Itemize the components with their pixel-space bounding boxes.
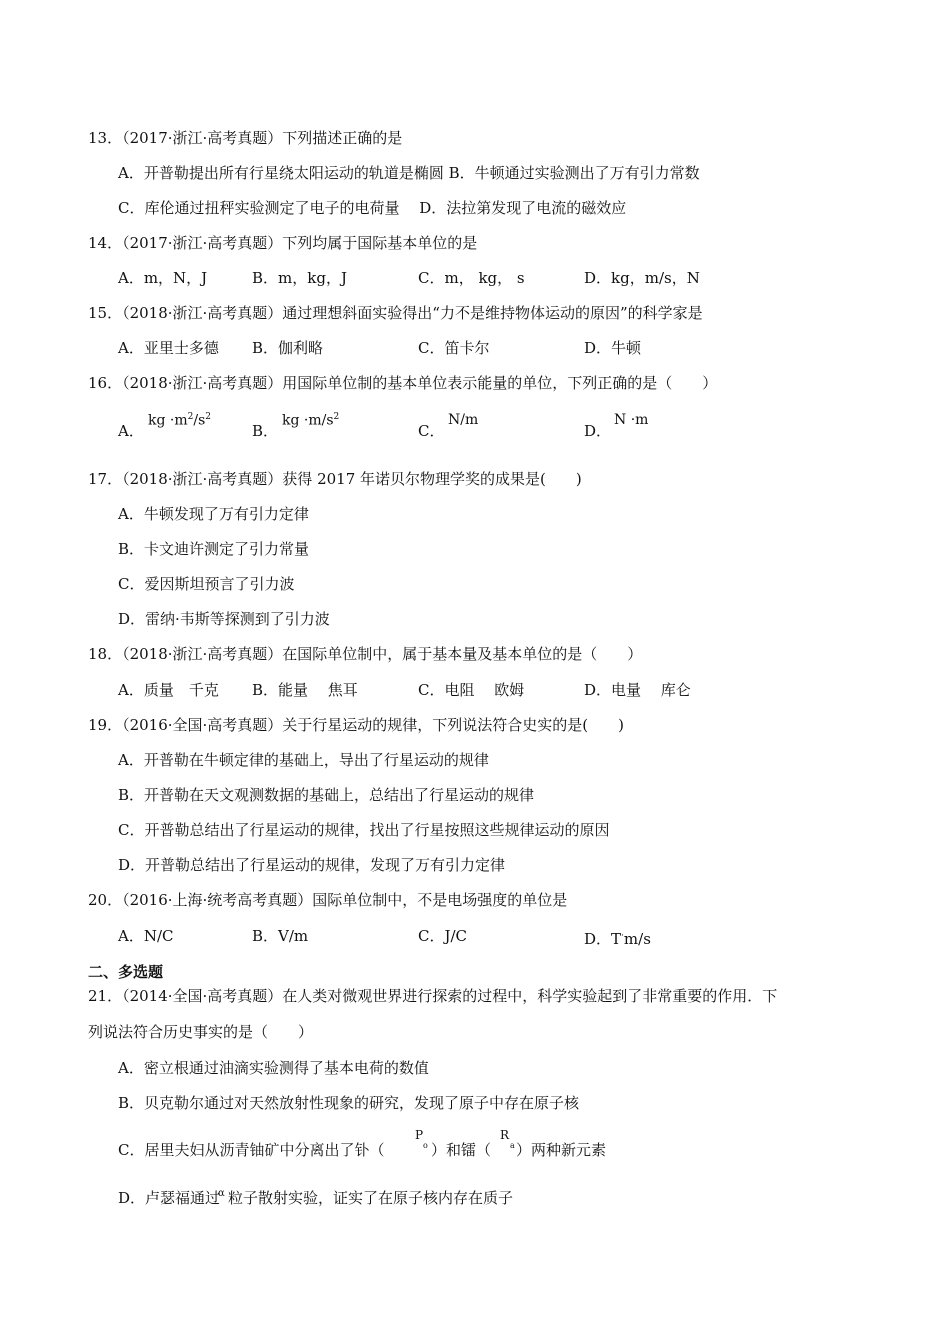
middle-dot: · xyxy=(621,931,624,941)
radium-symbol-sub: a xyxy=(510,1141,515,1150)
question-20-option-a: A．N/C xyxy=(118,927,174,945)
question-16-stem: 16．（2018·浙江·高考真题）用国际单位制的基本单位表示能量的单位，下列正确的是（ ） xyxy=(88,374,718,392)
question-14-option-d: D．kg，m/s，N xyxy=(584,269,700,287)
question-13-options-line-1: A．开普勒提出所有行星绕太阳运动的轨道是椭圆 B．牛顿通过实验测出了万有引力常数 xyxy=(118,164,700,182)
question-16-option-b-label: B． xyxy=(252,422,279,440)
question-19-option-d: D．开普勒总结出了行星运动的规律，发现了万有引力定律 xyxy=(118,856,506,874)
question-21-option-d-part-1: D．卢瑟福通过 xyxy=(118,1189,221,1207)
question-16-option-a-formula xyxy=(148,408,211,430)
question-14-option-b: B．m，kg，J xyxy=(252,269,347,287)
question-19-option-a: A．开普勒在牛顿定律的基础上，导出了行星运动的规律 xyxy=(118,751,489,769)
question-13-stem: 13．（2017·浙江·高考真题）下列描述正确的是 xyxy=(88,129,403,147)
option-d-label: D．T xyxy=(584,930,622,948)
polonium-symbol-sub: o xyxy=(423,1141,428,1150)
question-19-option-b: B．开普勒在天文观测数据的基础上，总结出了行星运动的规律 xyxy=(118,786,535,804)
question-16-option-b-formula xyxy=(282,408,339,430)
question-15-option-a: A．亚里士多德 xyxy=(118,339,219,357)
alpha-symbol: α xyxy=(218,1188,225,1199)
question-21-option-c-part-2: ）和镭（ xyxy=(431,1141,492,1159)
question-19-stem: 19．（2016·全国·高考真题）关于行星运动的规律，下列说法符合史实的是( ) xyxy=(88,716,625,734)
polonium-symbol: P xyxy=(415,1128,424,1142)
question-14-stem: 14．（2017·浙江·高考真题）下列均属于国际基本单位的是 xyxy=(88,234,478,252)
question-18-option-d: D．电量 库仑 xyxy=(584,681,691,699)
section-heading-multiple-choice: 二、多选题 xyxy=(88,963,164,981)
question-21-stem-line-1: 21．（2014·全国·高考真题）在人类对微观世界进行探索的过程中，科学实验起到了非常重要的作用．下 xyxy=(88,987,778,1005)
question-21-stem-line-2: 列说法符合历史事实的是（ ） xyxy=(88,1023,314,1041)
question-17-option-d: D．雷纳·韦斯等探测到了引力波 xyxy=(118,610,330,628)
question-15-option-c: C．笛卡尔 xyxy=(418,339,490,357)
formula-b-base: kg ·m/s xyxy=(282,412,334,429)
question-21-option-c-part-1: C．居里夫妇从沥青铀矿中分离出了钋（ xyxy=(118,1141,385,1159)
question-21-option-a: A．密立根通过油滴实验测得了基本电荷的数值 xyxy=(118,1059,429,1077)
question-18-option-c: C．电阻 欧姆 xyxy=(418,681,525,699)
question-17-stem: 17．（2018·浙江·高考真题）获得 2017 年诺贝尔物理学奖的成果是( ) xyxy=(88,470,582,488)
formula-a-base: kg ·m xyxy=(148,412,188,429)
formula-b-exponent: 2 xyxy=(333,412,340,422)
question-21-option-c-part-3: ）两种新元素 xyxy=(516,1141,607,1159)
question-14-option-c: C．m， kg， s xyxy=(418,269,525,287)
question-15-stem: 15．（2018·浙江·高考真题）通过理想斜面实验得出“力不是维持物体运动的原因”的科学家是 xyxy=(88,304,703,322)
formula-a-exponent-2: 2 xyxy=(205,412,211,422)
question-20-option-d xyxy=(584,926,651,949)
question-18-option-b: B．能量 焦耳 xyxy=(252,681,358,699)
question-15-option-d: D．牛顿 xyxy=(584,339,642,357)
question-17-option-b: B．卡文迪许测定了引力常量 xyxy=(118,540,310,558)
question-16-option-d-label: D． xyxy=(584,422,612,440)
question-19-option-c: C．开普勒总结出了行星运动的规律，找出了行星按照这些规律运动的原因 xyxy=(118,821,610,839)
question-15-option-b: B．伽利略 xyxy=(252,339,324,357)
question-13-options-line-2: C．库伦通过扭秤实验测定了电子的电荷量 D．法拉第发现了电流的磁效应 xyxy=(118,199,627,217)
question-21-option-d-part-2: 粒子散射实验，证实了在原子核内存在质子 xyxy=(228,1189,514,1207)
formula-a-exponent: 2 xyxy=(187,412,194,422)
question-20-stem: 20．（2016·上海·统考高考真题）国际单位制中，不是电场强度的单位是 xyxy=(88,891,568,909)
question-16-option-c-formula: N/m xyxy=(448,412,479,428)
question-20-option-b: B．V/m xyxy=(252,927,309,945)
question-18-option-a: A．质量 千克 xyxy=(118,681,219,699)
question-21-option-b: B．贝克勒尔通过对天然放射性现象的研究，发现了原子中存在原子核 xyxy=(118,1094,580,1112)
question-17-option-a: A．牛顿发现了万有引力定律 xyxy=(118,505,309,523)
question-18-stem: 18．（2018·浙江·高考真题）在国际单位制中，属于基本量及基本单位的是（ ） xyxy=(88,645,643,663)
radium-symbol: R xyxy=(500,1128,510,1142)
question-20-option-c: C．J/C xyxy=(418,927,468,945)
question-16-option-a-label: A． xyxy=(118,422,144,440)
question-14-option-a: A．m，N，J xyxy=(118,269,208,287)
question-16-option-c-label: C． xyxy=(418,422,445,440)
formula-a-tail: /s xyxy=(193,412,206,429)
option-d-tail: m/s xyxy=(623,930,651,948)
question-17-option-c: C．爱因斯坦预言了引力波 xyxy=(118,575,295,593)
question-16-option-d-formula: N ·m xyxy=(614,412,649,428)
